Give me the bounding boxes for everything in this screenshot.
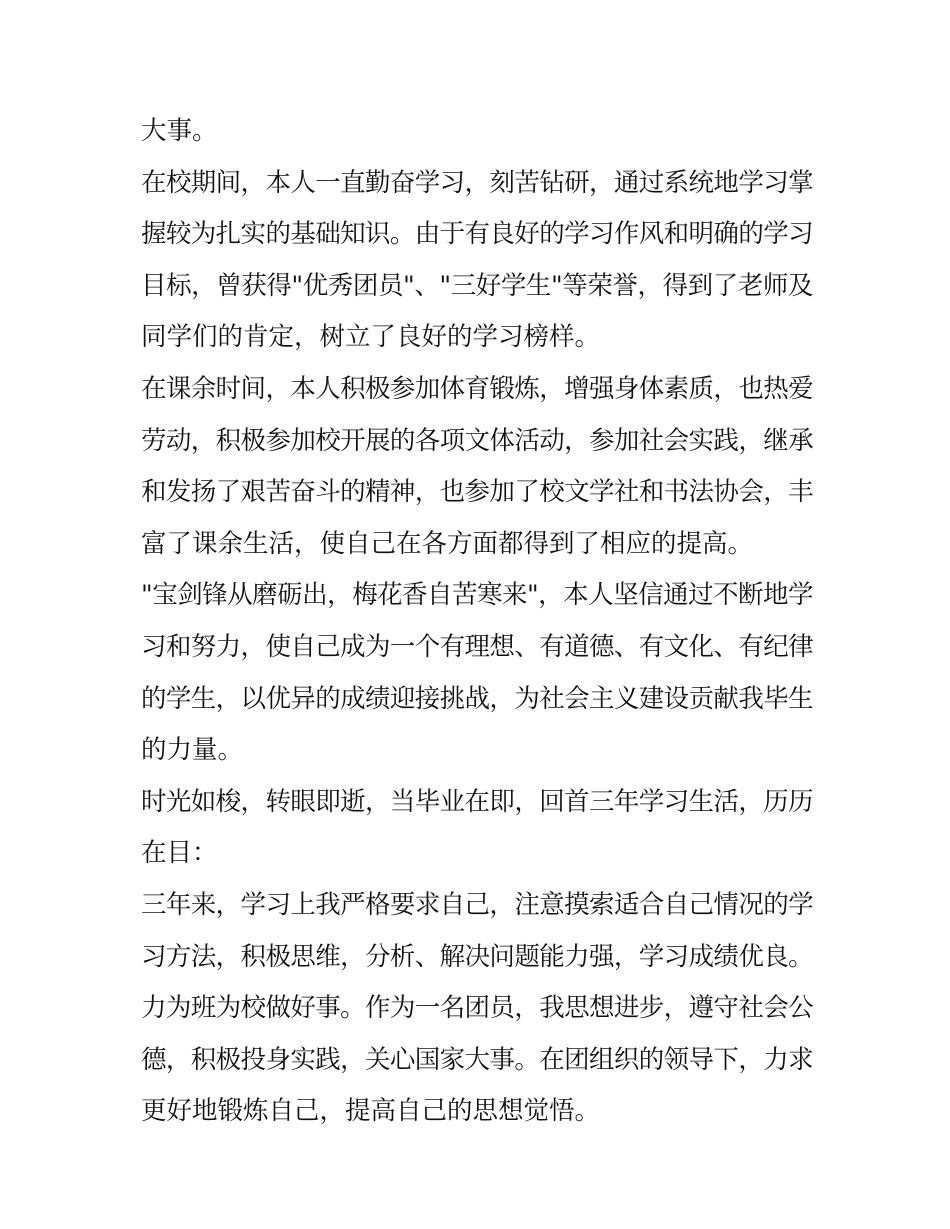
text-line: 习方法，积极思维，分析、解决问题能力强，学习成绩优良。 xyxy=(141,941,813,972)
text-line: "宝剑锋从磨砺出，梅花香自苦寒来"，本人坚信通过不断地学 xyxy=(141,580,813,611)
text-line: 更好地锻炼自己，提高自己的思想觉悟。 xyxy=(141,1096,601,1127)
text-line: 劳动，积极参加校开展的各项文体活动，参加社会实践，继承 xyxy=(141,425,813,456)
text-line: 目标，曾获得"优秀团员"、"三好学生"等荣誉，得到了老师及 xyxy=(141,270,813,301)
text-line: 习和努力，使自己成为一个有理想、有道德、有文化、有纪律 xyxy=(141,631,813,662)
text-line: 在目： xyxy=(141,838,218,869)
text-line: 在校期间，本人一直勤奋学习，刻苦钻研，通过系统地学习掌 xyxy=(141,167,813,198)
text-line: 大事。 xyxy=(141,116,218,146)
document-body xyxy=(141,106,813,1138)
text-line: 的力量。 xyxy=(141,735,244,766)
text-line: 握较为扎实的基础知识。由于有良好的学习作风和明确的学习 xyxy=(141,219,813,250)
text-line: 在课余时间，本人积极参加体育锻炼，增强身体素质，也热爱 xyxy=(141,373,813,404)
text-line: 富了课余生活，使自己在各方面都得到了相应的提高。 xyxy=(141,528,754,559)
text-line: 同学们的肯定，树立了良好的学习榜样。 xyxy=(141,322,601,353)
text-line: 和发扬了艰苦奋斗的精神，也参加了校文学社和书法协会，丰 xyxy=(141,477,813,508)
text-line: 力为班为校做好事。作为一名团员，我思想进步，遵守社会公 xyxy=(141,993,813,1024)
text-line: 德，积极投身实践，关心国家大事。在团组织的领导下，力求 xyxy=(141,1044,813,1075)
text-line: 时光如梭，转眼即逝，当毕业在即，回首三年学习生活，历历 xyxy=(141,786,813,817)
text-line: 的学生，以优异的成绩迎接挑战，为社会主义建设贡献我毕生 xyxy=(141,683,813,714)
text-line: 三年来，学习上我严格要求自己，注意摸索适合自己情况的学 xyxy=(141,889,813,920)
